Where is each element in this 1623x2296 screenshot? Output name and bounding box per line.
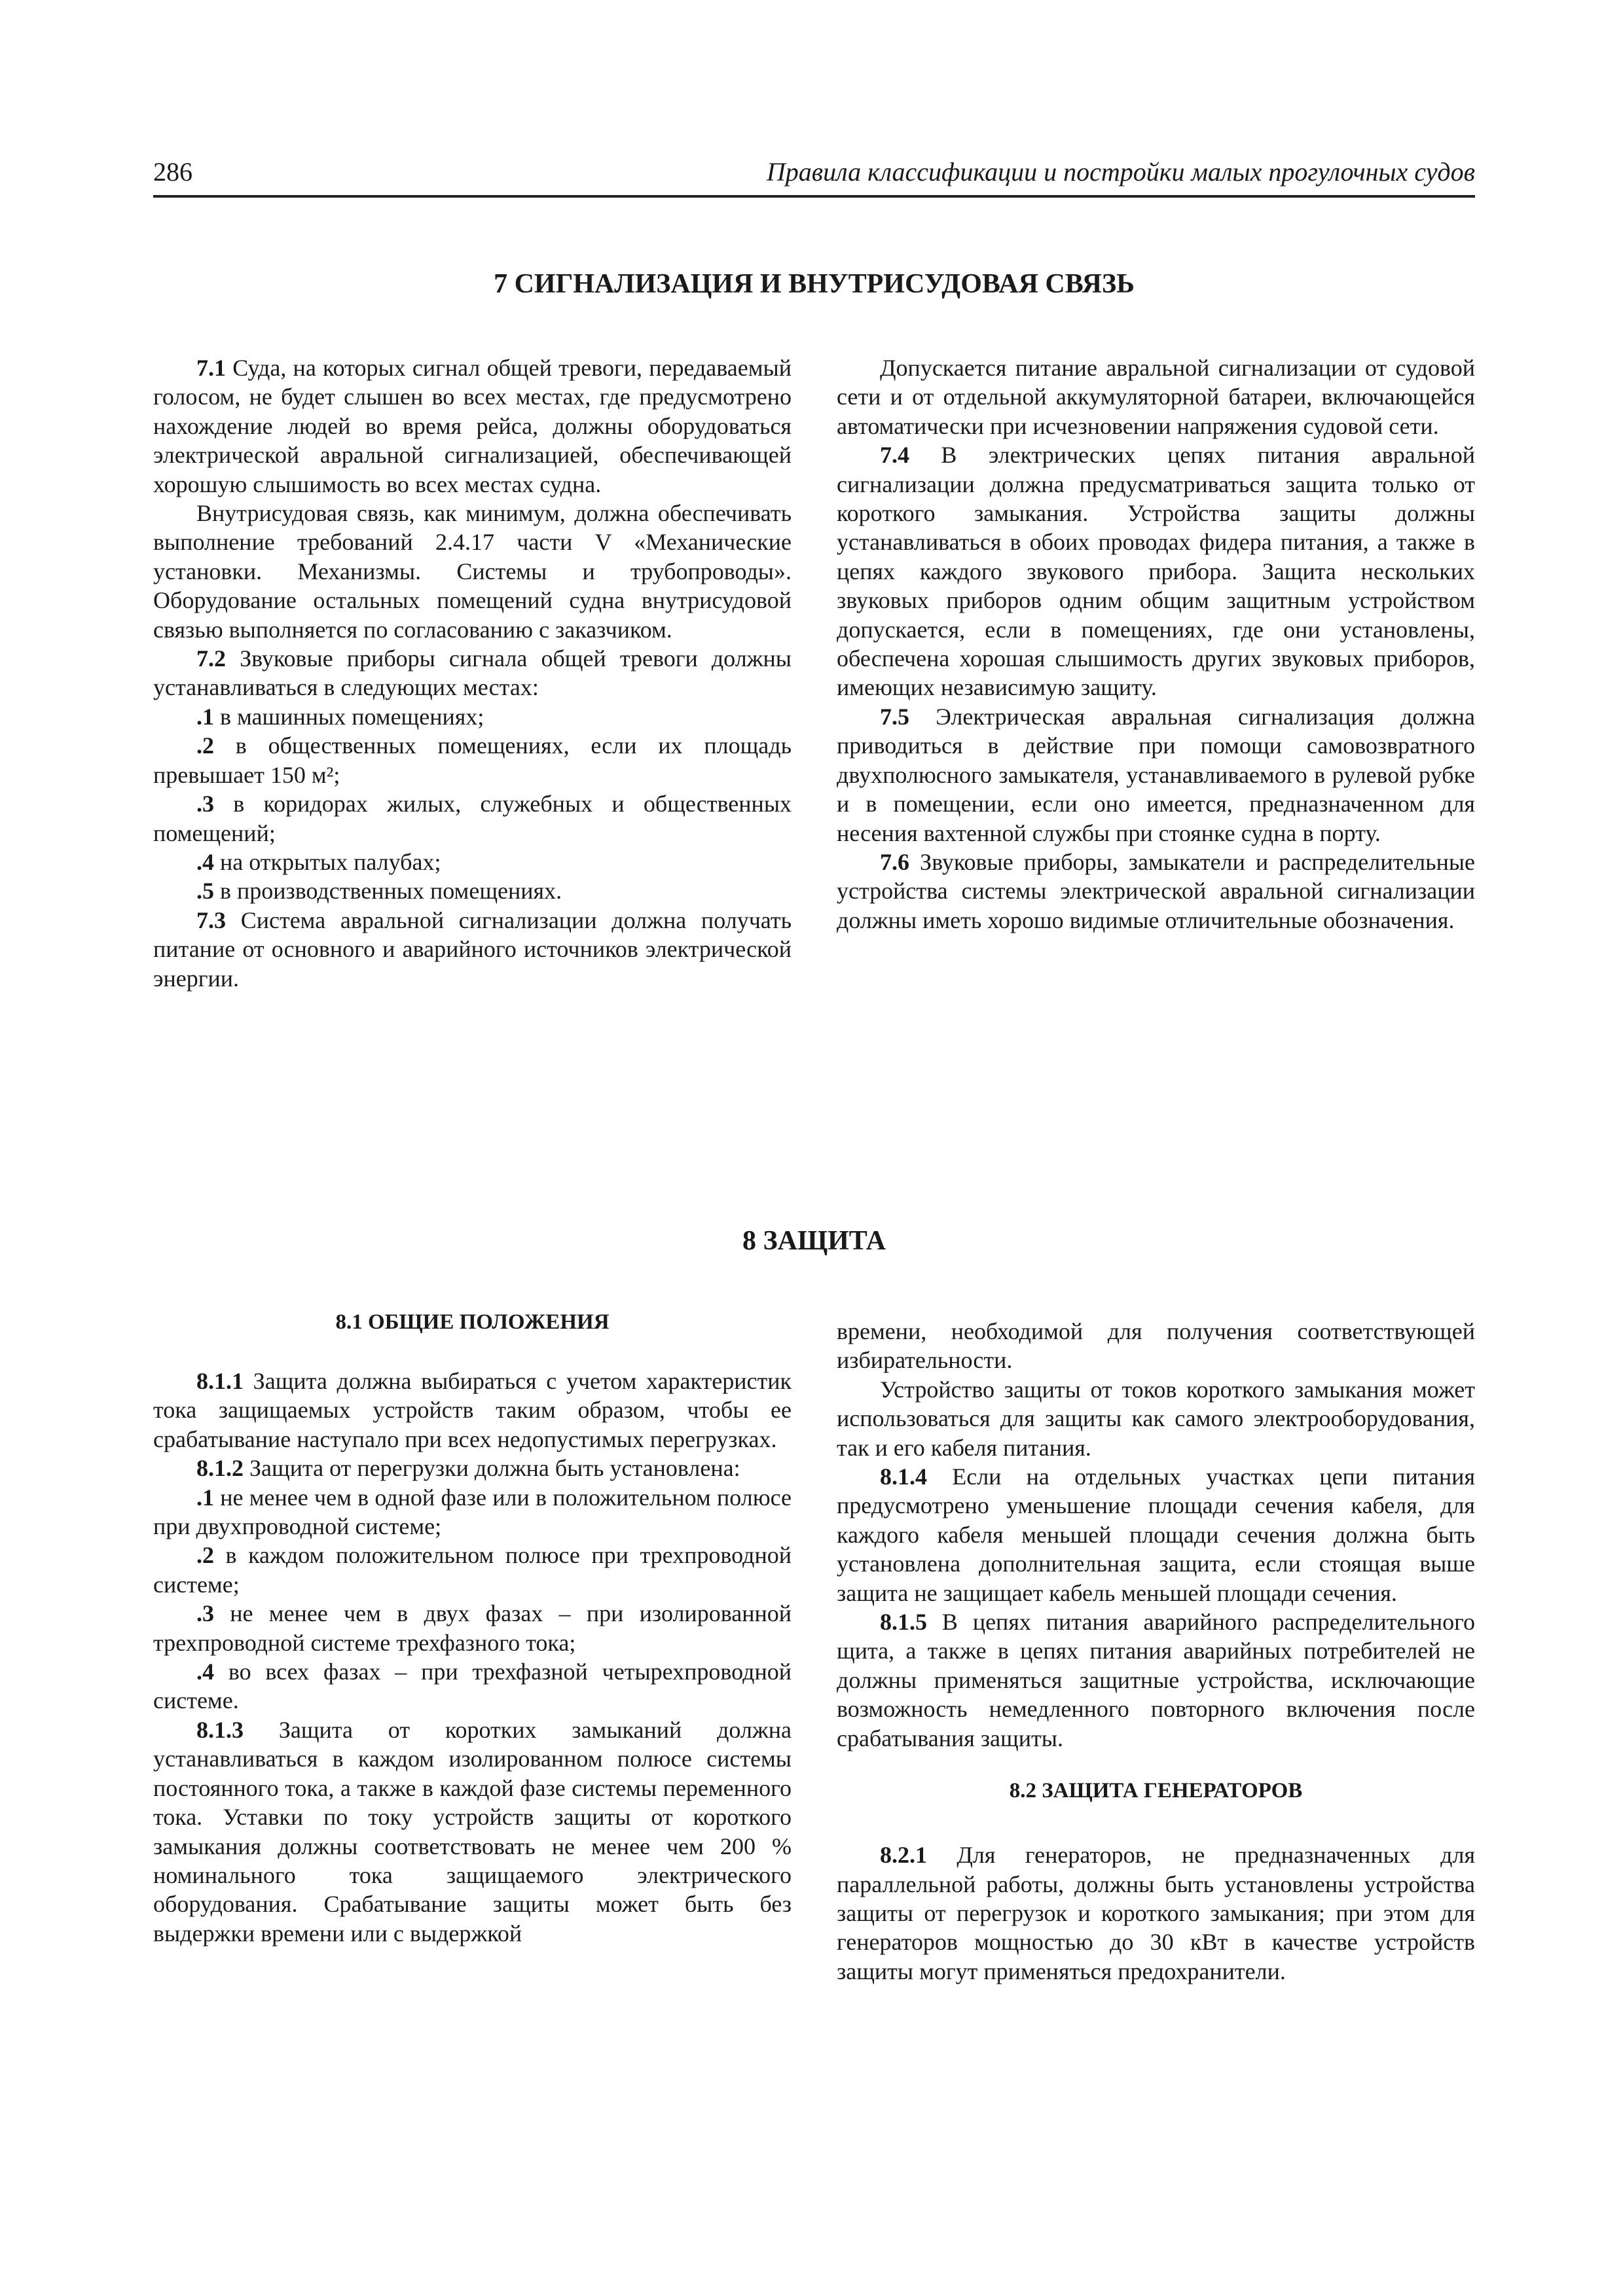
paragraph <box>153 644 792 702</box>
paragraph-number: 7.1 <box>196 355 226 381</box>
page-number: 286 <box>153 157 192 187</box>
paragraph-number: 8.2.1 <box>880 1842 927 1869</box>
paragraph <box>153 848 792 876</box>
paragraph-number: .2 <box>196 732 214 759</box>
paragraph <box>153 1454 792 1482</box>
paragraph-text: Электрическая авральная сигнализация должна приводиться в действие при помощи самовозвратного двухполюсного замыкателя, устанавливаемого в рулевой рубке и в помещении, если оно имеется, предназначенном для несения вахтенной службы при стоянке судна в порту. <box>837 703 1475 846</box>
section-8-right-bottom-paragraphs <box>837 1840 1475 1986</box>
paragraph <box>153 1599 792 1657</box>
section-8-left-paragraphs <box>153 1367 792 1948</box>
paragraph-text: Внутрисудовая связь, как минимум, должна обеспечивать выполнение требований 2.4.17 части V «Механические установки. Механизмы. Системы и трубопроводы». Оборудование остальных помещений судна внутрисудовой связью выполняется по согласованию с заказчиком. <box>153 500 792 643</box>
paragraph-number: 8.1.5 <box>880 1609 927 1636</box>
paragraph <box>837 702 1475 848</box>
paragraph-text: Звуковые приборы сигнала общей тревоги должны устанавливаться в следующих местах: <box>153 645 792 701</box>
paragraph-text: Защита от перегрузки должна быть установлена: <box>244 1455 740 1482</box>
paragraph-number: 7.5 <box>880 703 909 730</box>
section-8-right-top-paragraphs <box>837 1317 1475 1753</box>
paragraph-text: Звуковые приборы, замыкатели и распределительные устройства системы электрической авральной сигнализации должны иметь хорошо видимые отличительные обозначения. <box>837 848 1475 933</box>
paragraph-number: 8.1.4 <box>880 1463 927 1490</box>
paragraph <box>837 1462 1475 1607</box>
paragraph-text: не менее чем в одной фазе или в положительном полюсе при двухпроводной системе; <box>153 1484 792 1540</box>
section-8-right-column <box>837 1317 1475 1986</box>
paragraph-number: .1 <box>196 703 214 730</box>
paragraph-number: .4 <box>196 1659 214 1685</box>
paragraph <box>153 353 792 499</box>
paragraph <box>153 1715 792 1948</box>
section-7-left-column <box>153 353 792 993</box>
paragraph <box>837 1607 1475 1753</box>
paragraph <box>153 499 792 644</box>
page-header <box>153 156 1475 198</box>
paragraph-text: не менее чем в двух фазах – при изолированной трехпроводной системе трехфазного тока; <box>153 1600 792 1656</box>
paragraph-text: в общественных помещениях, если их площадь превышает 150 м²; <box>153 732 792 788</box>
paragraph-number: 7.2 <box>196 645 226 672</box>
paragraph-number: 8.1.1 <box>196 1368 244 1394</box>
paragraph-text: Суда, на которых сигнал общей тревоги, передаваемый голосом, не будет слышен во всех местах, где предусмотрено нахождение людей во время рейса, должны оборудоваться электрической авральной сигнализацией, обеспечивающей хорошую слышимость во всех местах судна. <box>153 355 792 497</box>
paragraph-text: Для генераторов, не предназначенных для параллельной работы, должны быть установлены устройства защиты от перегрузок и короткого замыкания; при этом для генераторов мощностью до 30 кВт в качестве устройств защиты могут применяться предохранители. <box>837 1842 1475 1984</box>
paragraph-number: .1 <box>196 1484 214 1511</box>
paragraph-number: .4 <box>196 848 214 875</box>
paragraph-text: Допускается питание авральной сигнализации от судовой сети и от отдельной аккумуляторной батареи, включающейся автоматически при исчезновении напряжения судовой сети. <box>837 355 1475 439</box>
paragraph <box>153 1483 792 1541</box>
section-8-left-column <box>153 1308 792 1948</box>
paragraph-number: .3 <box>196 1600 214 1627</box>
paragraph <box>837 1317 1475 1375</box>
paragraph <box>153 702 792 731</box>
paragraph <box>153 906 792 993</box>
paragraph-text: В электрических цепях питания авральной сигнализации должна предусматриваться защита только от короткого замыкания. Устройства защиты должны устанавливаться в обоих проводах фидера питания, а также в цепях каждого звукового прибора. Защита нескольких звуковых приборов одним общим защитным устройством допускается, если в помещениях, где они установлены, обеспечена хорошая слышимость других звуковых приборов, имеющих независимую защиту. <box>837 442 1475 701</box>
paragraph-text: Защита должна выбираться с учетом характеристик тока защищаемых устройств таким образом, чтобы ее срабатывание наступало при всех недопустимых перегрузках. <box>153 1368 792 1452</box>
paragraph <box>153 731 792 789</box>
section-7-title: 7 СИГНАЛИЗАЦИЯ И ВНУТРИСУДОВАЯ СВЯЗЬ <box>494 269 1135 299</box>
paragraph-text: на открытых палубах; <box>214 848 441 875</box>
subsection-8-2-title: 8.2 ЗАЩИТА ГЕНЕРАТОРОВ <box>1009 1779 1303 1803</box>
paragraph <box>153 789 792 848</box>
section-7-right-column <box>837 353 1475 935</box>
paragraph <box>837 1375 1475 1462</box>
paragraph <box>153 1541 792 1599</box>
paragraph-text: в машинных помещениях; <box>214 703 484 730</box>
paragraph-text: во всех фазах – при трехфазной четырехпроводной системе. <box>153 1659 792 1714</box>
paragraph <box>153 876 792 905</box>
paragraph <box>837 848 1475 935</box>
paragraph-text: Система авральной сигнализации должна получать питание от основного и аварийного источников электрической энергии. <box>153 906 792 992</box>
paragraph-number: 7.4 <box>880 442 909 469</box>
paragraph-number: 8.1.2 <box>196 1455 244 1482</box>
running-title: Правила классификации и постройки малых прогулочных судов <box>766 157 1475 187</box>
paragraph-text: В цепях питания аварийного распределительного щита, а также в цепях питания аварийных потребителей не должны применяться защитные устройства, исключающие возможность немедленного повторного включения после срабатывания защиты. <box>837 1609 1475 1751</box>
paragraph <box>153 1657 792 1715</box>
subsection-8-1-title: 8.1 ОБЩИЕ ПОЛОЖЕНИЯ <box>335 1310 610 1334</box>
section-8-title: 8 ЗАЩИТА <box>742 1226 886 1256</box>
paragraph-text: Устройство защиты от токов короткого замыкания может использоваться для защиты как самого электрооборудования, так и его кабеля питания. <box>837 1376 1475 1461</box>
paragraph <box>837 353 1475 440</box>
paragraph-number: 7.6 <box>880 848 909 875</box>
paragraph <box>837 1840 1475 1986</box>
paragraph-text: Если на отдельных участках цепи питания предусмотрено уменьшение площади сечения кабеля, для каждого кабеля меньшей площади сечения должна быть установлена дополнительная защита, если стоящая выше защита не защищает кабель меньшей площади сечения. <box>837 1463 1475 1606</box>
paragraph-number: 7.3 <box>196 906 226 933</box>
paragraph-number: .3 <box>196 791 214 817</box>
paragraph-number: .2 <box>196 1542 214 1569</box>
paragraph-text: времени, необходимой для получения соответствующей избирательности. <box>837 1318 1475 1374</box>
paragraph-number: 8.1.3 <box>196 1716 244 1743</box>
paragraph-text: в каждом положительном полюсе при трехпроводной системе; <box>153 1542 792 1598</box>
paragraph-text: Защита от коротких замыканий должна устанавливаться в каждом изолированном полюсе системы постоянного тока, а также в каждой фазе системы переменного тока. Уставки по току устройств защиты от короткого замыкания должны соответствовать не менее чем 200 % номинального тока защищаемого электрического оборудования. Срабатывание защиты может быть без выдержки времени или с выдержкой <box>153 1716 792 1946</box>
paragraph-number: .5 <box>196 878 214 905</box>
paragraph-text: в коридорах жилых, служебных и общественных помещений; <box>153 791 792 846</box>
paragraph <box>153 1367 792 1454</box>
paragraph <box>837 440 1475 702</box>
paragraph-text: в производственных помещениях. <box>214 878 562 905</box>
